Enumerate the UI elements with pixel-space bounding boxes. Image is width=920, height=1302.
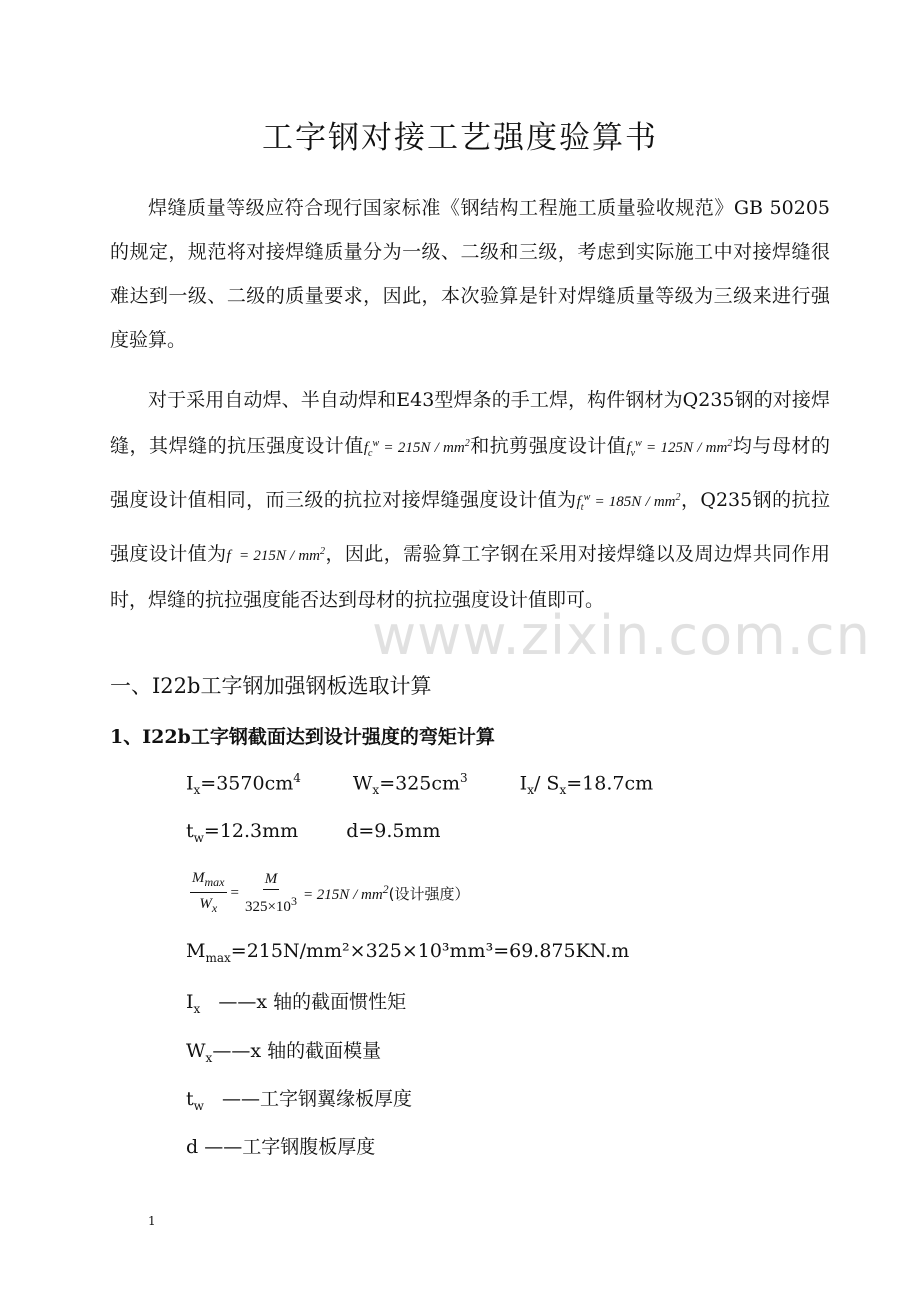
section-heading-1: 一、I22b工字钢加强钢板选取计算 xyxy=(110,674,432,698)
definition-d: d ——工字钢腹板厚度 xyxy=(186,1136,376,1158)
definition-ix: $I_x$ ——x 轴的截面惯性矩 xyxy=(186,991,407,1016)
thickness-line: $t_w=12.3mm$ d=9.5mm xyxy=(186,820,441,845)
formula-ftw: $f_t^w = 185N / mm^2$ xyxy=(576,492,681,513)
definition-tw: $t_w$ ——工字钢翼缘板厚度 xyxy=(186,1088,413,1113)
mmax-result-line: $M_{max}=215N/mm^2\times 325\times 10^3mm^3=69.875KN.m$ xyxy=(186,940,630,965)
fraction-m-section: $\frac{M}{325\times 10^3}$ xyxy=(244,870,297,915)
section-properties-line: $I_x=3570cm^4$ $W_x=325cm^3$ $I_x/$ $S_x=18.7cm$ xyxy=(186,771,654,798)
formula-fcw: $f_c^w = 215N / mm^2$ xyxy=(363,438,470,459)
bending-stress-formula: $\frac{M_{max}}{W_x}$ = $\frac{M}{325\times 10^3}$ = $215N / mm^2$ (设计强度） xyxy=(186,866,470,920)
fraction-mmax-wx: $\frac{M_{max}}{W_x}$ xyxy=(192,869,225,915)
para2-text-1: 对于采用自动焊、半自动焊和E43型焊条的手工焊，构件钢材为Q235钢的对接焊缝，其焊缝的抗压强度设计值 xyxy=(110,389,830,457)
para2-text-5: ，因此，需验算工字钢在采用对接焊缝以及周边焊共同作用时，焊缝的抗拉强度能否达到母材的抗拉强度设计值即可。 xyxy=(110,543,830,611)
document-title: 工字钢对接工艺强度验算书 xyxy=(262,120,658,156)
definition-wx: $W_x——x$ 轴的截面模量 xyxy=(186,1040,382,1065)
formula-fvw: $f_v^w = 125N / mm^2$ xyxy=(626,438,733,459)
para2-text-4: ，Q235钢的抗拉强度设计值为 xyxy=(110,489,830,565)
paragraph-weld-strength xyxy=(110,378,830,622)
para2-text-2: 和抗剪强度设计值 xyxy=(469,435,627,457)
design-strength-note: (设计强度） xyxy=(388,884,470,903)
page-number: 1 xyxy=(148,1214,156,1228)
formula-f: $f = 215N / mm^2$ xyxy=(226,546,326,564)
watermark: www.zixin.com.cn xyxy=(372,604,871,667)
para2-text-3: 均与母材的强度设计值相同，而三级的抗拉对接焊缝强度设计值为 xyxy=(110,435,830,511)
subsection-heading-1: 1、I22b工字钢截面达到设计强度的弯矩计算 xyxy=(110,726,495,748)
paragraph-weld-quality: 焊缝质量等级应符合现行国家标准《钢结构工程施工质量验收规范》GB 50205的规定，规范将对接焊缝质量分为一级、二级和三级，考虑到实际施工中对接焊缝很难达到一级、二级的质量要求，因此，本次验算是针对焊缝质量等级为三级来进行强度验算。 xyxy=(110,197,830,351)
